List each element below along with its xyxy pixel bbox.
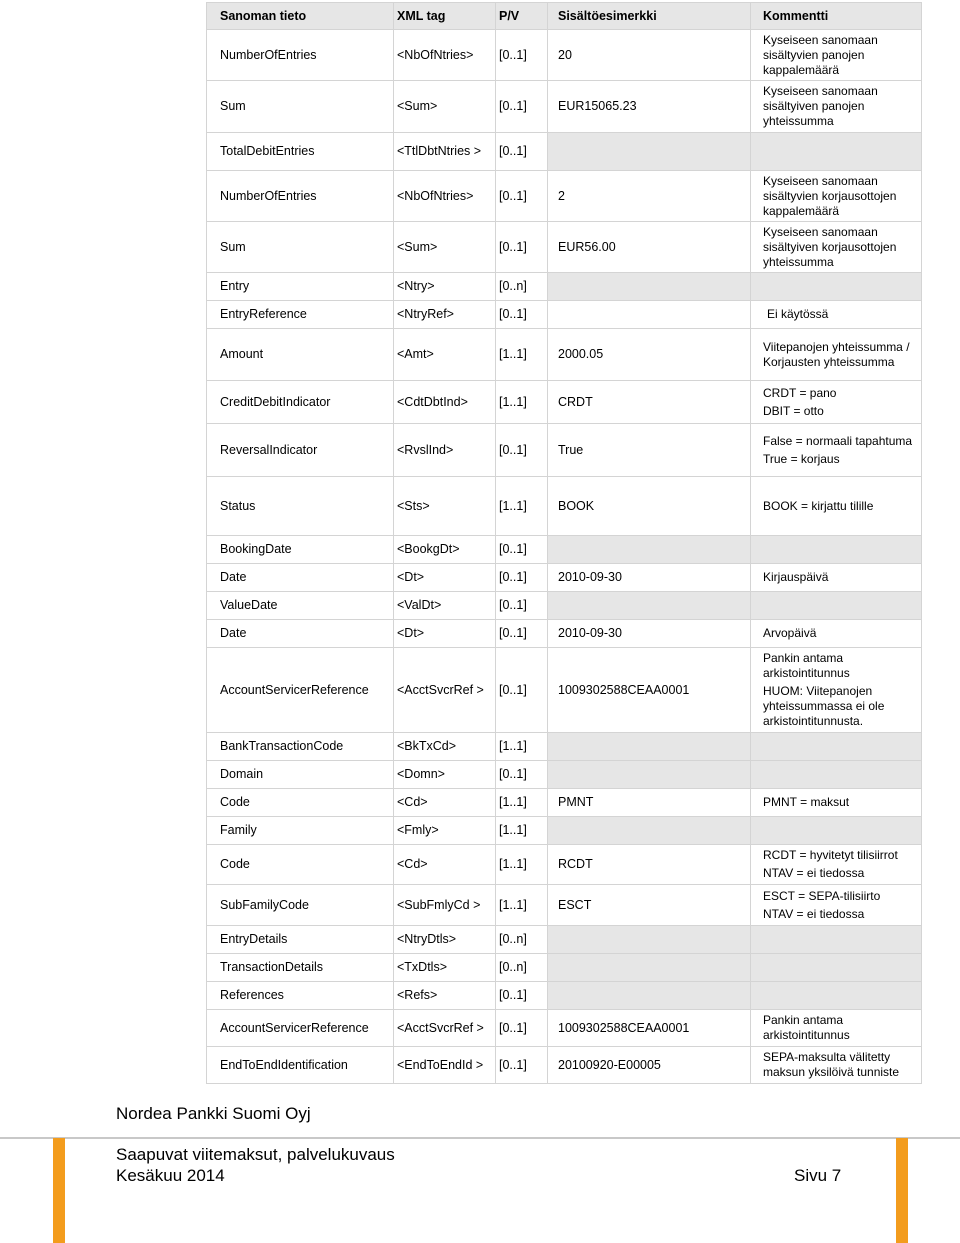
example-cell: 20 — [548, 30, 751, 81]
comment-cell — [751, 133, 922, 171]
example-cell: 2000.05 — [548, 329, 751, 381]
xml-tag-cell: <NtryDtls> — [394, 926, 496, 954]
table-body — [207, 30, 922, 1084]
header-sisaltoesimerkki: Sisältöesimerkki — [548, 3, 751, 30]
pv-cell: [0..n] — [496, 273, 548, 301]
xml-tag-cell: <Dt> — [394, 564, 496, 592]
comment-cell — [751, 761, 922, 789]
field-name-cell: BankTransactionCode — [207, 733, 394, 761]
example-cell: 1009302588CEAA0001 — [548, 648, 751, 733]
comment-cell — [751, 733, 922, 761]
table-row — [207, 301, 922, 329]
example-cell: 2 — [548, 171, 751, 222]
comment-line: Ei käytössä — [767, 307, 829, 321]
table-row — [207, 789, 922, 817]
comment-line: Viitepanojen yhteissumma / Korjausten yhteissumma — [763, 339, 910, 369]
pv-cell: [0..n] — [496, 954, 548, 982]
example-cell — [548, 954, 751, 982]
comment-cell — [751, 1010, 922, 1047]
table-row — [207, 761, 922, 789]
xml-tag-cell: <Fmly> — [394, 817, 496, 845]
field-name-cell: ReversalIndicator — [207, 424, 394, 477]
field-name-cell: NumberOfEntries — [207, 30, 394, 81]
table-row — [207, 733, 922, 761]
comment-cell — [751, 926, 922, 954]
pv-cell: [1..1] — [496, 817, 548, 845]
field-name-cell: Date — [207, 564, 394, 592]
table-row — [207, 885, 922, 926]
xml-tag-cell: <Sum> — [394, 81, 496, 133]
xml-tag-cell: <RvslInd> — [394, 424, 496, 477]
footer-page-number: Sivu 7 — [794, 1166, 842, 1185]
comment-cell — [751, 222, 922, 273]
comment-cell — [751, 536, 922, 564]
footer-document-date: Kesäkuu 2014 — [116, 1166, 225, 1185]
comment-line: CRDT = pano — [763, 385, 837, 400]
table-row — [207, 620, 922, 648]
field-name-cell: Status — [207, 477, 394, 536]
field-name-cell: EntryDetails — [207, 926, 394, 954]
table-row — [207, 1010, 922, 1047]
example-cell: PMNT — [548, 789, 751, 817]
header-sanoman-tieto: Sanoman tieto — [207, 3, 394, 30]
comment-cell — [751, 30, 922, 81]
example-cell — [548, 273, 751, 301]
pv-cell: [0..n] — [496, 926, 548, 954]
example-cell — [548, 982, 751, 1010]
footer-divider — [0, 1137, 960, 1139]
comment-cell — [751, 789, 922, 817]
xml-tag-cell: <Refs> — [394, 982, 496, 1010]
example-cell: 2010-09-30 — [548, 564, 751, 592]
xml-tag-cell: <NtryRef> — [394, 301, 496, 329]
xml-tag-cell: <BkTxCd> — [394, 733, 496, 761]
example-cell: ESCT — [548, 885, 751, 926]
xml-tag-cell: <AcctSvcrRef > — [394, 648, 496, 733]
comment-cell — [751, 273, 922, 301]
pv-cell: [0..1] — [496, 564, 548, 592]
pv-cell: [0..1] — [496, 592, 548, 620]
pv-cell: [1..1] — [496, 845, 548, 885]
example-cell — [548, 133, 751, 171]
pv-cell: [0..1] — [496, 982, 548, 1010]
xml-tag-cell: <Sts> — [394, 477, 496, 536]
xml-tag-cell: <CdtDbtInd> — [394, 381, 496, 424]
field-name-cell: NumberOfEntries — [207, 171, 394, 222]
comment-line: NTAV = ei tiedossa — [763, 866, 865, 880]
xml-tag-cell: <Ntry> — [394, 273, 496, 301]
example-cell — [548, 733, 751, 761]
field-name-cell: TransactionDetails — [207, 954, 394, 982]
comment-cell — [751, 817, 922, 845]
comment-line: HUOM: Viitepanojen yhteissummassa ei ole arkistointitunnusta. — [763, 684, 885, 728]
comment-cell — [751, 171, 922, 222]
table-header-row — [207, 3, 922, 30]
comment-line: BOOK = kirjattu tilille — [763, 498, 874, 513]
table-row — [207, 171, 922, 222]
comment-line: DBIT = otto — [763, 403, 824, 418]
example-cell: True — [548, 424, 751, 477]
field-name-cell: Sum — [207, 81, 394, 133]
xml-tag-cell: <Cd> — [394, 789, 496, 817]
example-cell: BOOK — [548, 477, 751, 536]
table-row — [207, 424, 922, 477]
comment-cell — [751, 301, 922, 329]
field-name-cell: Code — [207, 789, 394, 817]
data-element-table — [206, 2, 922, 1084]
footer-document-title: Saapuvat viitemaksut, palvelukuvaus — [116, 1145, 395, 1164]
pv-cell: [0..1] — [496, 536, 548, 564]
example-cell — [548, 536, 751, 564]
comment-line: PMNT = maksut — [763, 795, 850, 809]
xml-tag-cell: <NbOfNtries> — [394, 30, 496, 81]
field-name-cell: Family — [207, 817, 394, 845]
xml-tag-cell: <EndToEndId > — [394, 1047, 496, 1084]
field-name-cell: EndToEndIdentification — [207, 1047, 394, 1084]
example-cell: RCDT — [548, 845, 751, 885]
comment-line: RCDT = hyvitetyt tilisiirrot — [763, 848, 898, 862]
xml-tag-cell: <ValDt> — [394, 592, 496, 620]
comment-cell — [751, 424, 922, 477]
pv-cell: [0..1] — [496, 81, 548, 133]
field-name-cell: Domain — [207, 761, 394, 789]
pv-cell: [1..1] — [496, 733, 548, 761]
field-name-cell: Code — [207, 845, 394, 885]
comment-line: Pankin antama arkistointitunnus — [763, 1013, 850, 1042]
field-name-cell: TotalDebitEntries — [207, 133, 394, 171]
table-row — [207, 648, 922, 733]
example-cell — [548, 926, 751, 954]
comment-cell — [751, 1047, 922, 1084]
comment-cell — [751, 954, 922, 982]
field-name-cell: ValueDate — [207, 592, 394, 620]
comment-cell — [751, 329, 922, 381]
field-name-cell: EntryReference — [207, 301, 394, 329]
pv-cell: [1..1] — [496, 885, 548, 926]
comment-cell — [751, 885, 922, 926]
footer-accent-bar-left — [53, 1138, 65, 1243]
comment-line: Kirjauspäivä — [763, 570, 829, 584]
xml-tag-cell: <SubFmlyCd > — [394, 885, 496, 926]
xml-tag-cell: <Domn> — [394, 761, 496, 789]
comment-cell — [751, 620, 922, 648]
table-row — [207, 81, 922, 133]
comment-cell — [751, 477, 922, 536]
pv-cell: [0..1] — [496, 133, 548, 171]
comment-cell — [751, 381, 922, 424]
example-cell: EUR15065.23 — [548, 81, 751, 133]
table-row — [207, 592, 922, 620]
example-cell: 20100920-E00005 — [548, 1047, 751, 1084]
table-row — [207, 926, 922, 954]
example-cell — [548, 592, 751, 620]
example-cell: 1009302588CEAA0001 — [548, 1010, 751, 1047]
footer-company-name: Nordea Pankki Suomi Oyj — [116, 1104, 311, 1123]
pv-cell: [0..1] — [496, 761, 548, 789]
header-xml-tag: XML tag — [394, 3, 496, 30]
comment-cell — [751, 81, 922, 133]
table-row — [207, 1047, 922, 1084]
table-row — [207, 273, 922, 301]
xml-tag-cell: <Sum> — [394, 222, 496, 273]
field-name-cell: References — [207, 982, 394, 1010]
table-row — [207, 564, 922, 592]
pv-cell: [0..1] — [496, 620, 548, 648]
table-row — [207, 845, 922, 885]
comment-line: True = korjaus — [763, 451, 840, 466]
table-row — [207, 954, 922, 982]
table-row — [207, 477, 922, 536]
table-row — [207, 536, 922, 564]
xml-tag-cell: <TtlDbtNtries > — [394, 133, 496, 171]
pv-cell: [0..1] — [496, 424, 548, 477]
pv-cell: [1..1] — [496, 329, 548, 381]
comment-line: NTAV = ei tiedossa — [763, 906, 865, 921]
pv-cell: [0..1] — [496, 222, 548, 273]
xml-tag-cell: <Dt> — [394, 620, 496, 648]
comment-cell — [751, 982, 922, 1010]
pv-cell: [0..1] — [496, 1047, 548, 1084]
table-row — [207, 133, 922, 171]
comment-line: Kyseiseen sanomaan sisältyvien korjausottojen kappalemäärä — [763, 173, 897, 218]
comment-line: Kyseiseen sanomaan sisältyvien panojen kappalemäärä — [763, 32, 878, 77]
example-cell: 2010-09-30 — [548, 620, 751, 648]
example-cell: CRDT — [548, 381, 751, 424]
pv-cell: [0..1] — [496, 30, 548, 81]
comment-line: Kyseiseen sanomaan sisältyiven panojen yhteissumma — [763, 84, 878, 128]
field-name-cell: Amount — [207, 329, 394, 381]
header-kommentti: Kommentti — [751, 3, 922, 30]
footer-accent-bar-right — [896, 1138, 908, 1243]
example-cell: EUR56.00 — [548, 222, 751, 273]
comment-line: ESCT = SEPA-tilisiirto — [763, 888, 881, 903]
header-pv: P/V — [496, 3, 548, 30]
comment-cell — [751, 592, 922, 620]
field-name-cell: Sum — [207, 222, 394, 273]
comment-line: Pankin antama arkistointitunnus — [763, 651, 850, 680]
field-name-cell: AccountServicerReference — [207, 1010, 394, 1047]
comment-line: False = normaali tapahtuma — [763, 433, 913, 448]
table-row — [207, 329, 922, 381]
pv-cell: [0..1] — [496, 171, 548, 222]
field-name-cell: SubFamilyCode — [207, 885, 394, 926]
field-name-cell: BookingDate — [207, 536, 394, 564]
pv-cell: [1..1] — [496, 477, 548, 536]
table-row — [207, 30, 922, 81]
comment-cell — [751, 648, 922, 733]
field-name-cell: Entry — [207, 273, 394, 301]
example-cell — [548, 301, 751, 329]
pv-cell: [1..1] — [496, 381, 548, 424]
pv-cell: [0..1] — [496, 648, 548, 733]
field-name-cell: Date — [207, 620, 394, 648]
field-name-cell: CreditDebitIndicator — [207, 381, 394, 424]
table-row — [207, 817, 922, 845]
comment-line: SEPA-maksulta välitetty maksun yksilöivä tunniste — [763, 1050, 900, 1079]
example-cell — [548, 761, 751, 789]
xml-tag-cell: <TxDtls> — [394, 954, 496, 982]
table-row — [207, 381, 922, 424]
xml-tag-cell: <Amt> — [394, 329, 496, 381]
comment-line: Kyseiseen sanomaan sisältyiven korjausottojen yhteissumma — [763, 224, 897, 269]
pv-cell: [0..1] — [496, 1010, 548, 1047]
comment-cell — [751, 845, 922, 885]
table-row — [207, 222, 922, 273]
xml-tag-cell: <AcctSvcrRef > — [394, 1010, 496, 1047]
xml-tag-cell: <NbOfNtries> — [394, 171, 496, 222]
example-cell — [548, 817, 751, 845]
pv-cell: [0..1] — [496, 301, 548, 329]
table-row — [207, 982, 922, 1010]
xml-tag-cell: <BookgDt> — [394, 536, 496, 564]
comment-cell — [751, 564, 922, 592]
comment-line: Arvopäivä — [763, 626, 817, 640]
pv-cell: [1..1] — [496, 789, 548, 817]
field-name-cell: AccountServicerReference — [207, 648, 394, 733]
xml-tag-cell: <Cd> — [394, 845, 496, 885]
